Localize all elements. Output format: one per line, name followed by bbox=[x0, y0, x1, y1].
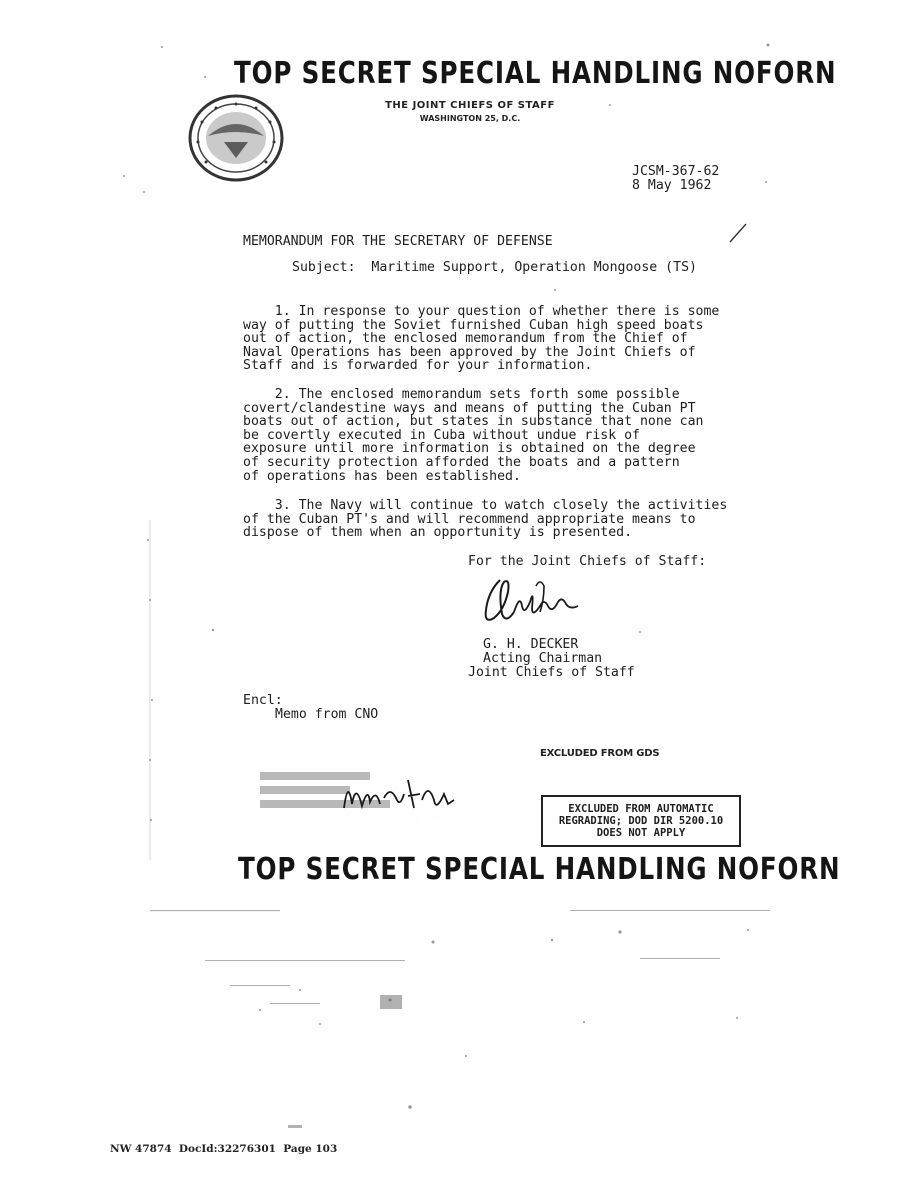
declassification-stamp bbox=[258, 768, 468, 824]
declass-date-text bbox=[408, 813, 457, 823]
enclosure-item: Memo from CNO bbox=[275, 707, 379, 722]
regrade-line-3: DOES NOT APPLY bbox=[596, 827, 686, 839]
subject-line bbox=[292, 261, 697, 275]
margin-check-mark bbox=[728, 222, 748, 244]
regrade-line-2: REGRADING; DOD DIR 5200.10 bbox=[558, 815, 724, 827]
paragraph-3: 3. The Navy will continue to watch closely the activities of the Cuban PT's and will recommend appropriate means to dispose of them when an opportunity is presented. bbox=[243, 498, 728, 541]
memo-number: JCSM-367-62 bbox=[632, 164, 720, 179]
memo-date: 8 May 1962 bbox=[632, 177, 712, 193]
letterhead-org: THE JOINT CHIEFS OF STAFF bbox=[385, 100, 555, 111]
signer-name: G. H. DECKER bbox=[483, 637, 579, 652]
classification-banner-bottom: TOP SECRET SPECIAL HANDLING NOFORN bbox=[238, 852, 841, 887]
letterhead-city: WASHINGTON 25, D.C. bbox=[419, 114, 521, 123]
signer-organization: Joint Chiefs of Staff bbox=[468, 665, 635, 680]
regrading-exclusion-box bbox=[541, 795, 741, 847]
gds-exclusion-stamp: EXCLUDED FROM GDS bbox=[540, 748, 660, 759]
enclosure-label: Encl: bbox=[243, 693, 283, 708]
subject-text: Maritime Support, Operation Mongoose (TS) bbox=[371, 260, 697, 275]
handwritten-signature bbox=[478, 572, 588, 638]
joint-chiefs-seal bbox=[186, 92, 286, 184]
regrade-line-1: EXCLUDED FROM AUTOMATIC bbox=[568, 803, 714, 815]
paragraph-1: 1. In response to your question of whether there is some way of putting the Soviet furnished Cuban high speed boats out of action, the enclosed memorandum from the Chief of Naval Operations has been approved by the Joint Chiefs of Staff and is forwarded for your information. bbox=[243, 304, 720, 374]
paragraph-2: 2. The enclosed memorandum sets forth some possible covert/clandestine ways and means of putting the Cuban PT boats out of action, but states in substance that none can be covertly executed in Cuba without undue risk of exposure until more information is obtained on the degree of security protection afforded the boats and a pattern of operations has been established. bbox=[243, 387, 704, 484]
subject-label: Subject: bbox=[292, 260, 356, 275]
memo-heading: MEMORANDUM FOR THE SECRETARY OF DEFENSE bbox=[243, 234, 553, 249]
signature-intro: For the Joint Chiefs of Staff: bbox=[468, 554, 707, 569]
reference-block bbox=[632, 165, 719, 192]
archive-footer: NW 47874 DocId:32276301 Page 103 bbox=[110, 1143, 338, 1155]
signer-title: Acting Chairman bbox=[483, 651, 603, 666]
classification-banner-top: TOP SECRET SPECIAL HANDLING NOFORN bbox=[234, 56, 837, 91]
letterhead bbox=[370, 100, 570, 123]
